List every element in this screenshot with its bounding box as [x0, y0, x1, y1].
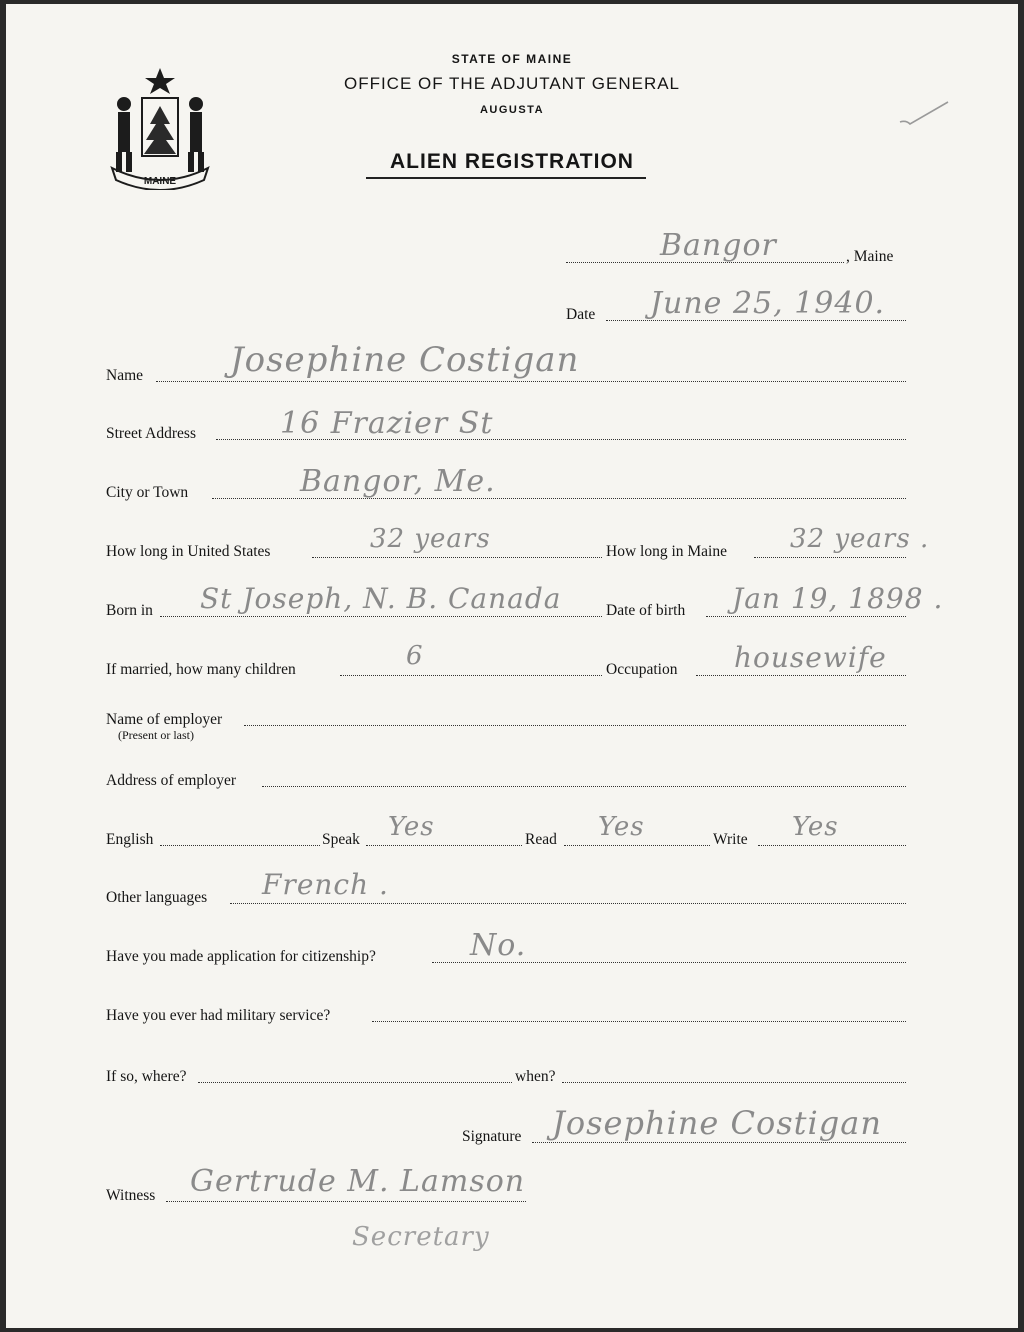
dob-label: Date of birth — [606, 602, 686, 619]
us-years-line — [312, 557, 602, 558]
write-value[interactable]: Yes — [792, 812, 839, 842]
check-mark-icon — [896, 96, 956, 136]
employer-address-line[interactable] — [262, 786, 906, 787]
citizenship-label: Have you made application for citizenship? — [106, 948, 376, 965]
name-label: Name — [106, 367, 144, 384]
children-value[interactable]: 6 — [406, 641, 424, 671]
occupation-value[interactable]: housewife — [734, 641, 887, 674]
us-years-label: How long in United States — [106, 543, 271, 560]
city-value[interactable]: Bangor, Me. — [300, 464, 496, 499]
seal-text: MAINE — [143, 176, 177, 187]
title-underline — [366, 177, 646, 179]
witness-value[interactable]: Gertrude M. Lamson — [190, 1164, 526, 1199]
read-label: Read — [525, 831, 557, 848]
header-office: OFFICE OF THE ADJUTANT GENERAL — [343, 74, 681, 93]
speak-value[interactable]: Yes — [388, 812, 435, 842]
english-line — [160, 845, 320, 846]
street-label: Street Address — [106, 425, 196, 442]
name-value[interactable]: Josephine Costigan — [230, 340, 580, 380]
witness-line — [166, 1201, 526, 1202]
place-value[interactable]: Bangor — [660, 228, 777, 263]
write-line — [758, 845, 906, 846]
born-label: Born in — [106, 602, 153, 619]
military-label: Have you ever had military service? — [106, 1007, 331, 1024]
employer-address-label: Address of employer — [106, 772, 236, 789]
other-languages-value[interactable]: French . — [262, 868, 389, 901]
maine-years-line — [754, 557, 906, 558]
name-line — [156, 381, 906, 382]
employer-line[interactable] — [244, 725, 906, 726]
page-title: ALIEN REGISTRATION — [390, 150, 634, 173]
city-label: City or Town — [106, 484, 189, 501]
date-label: Date — [566, 306, 596, 323]
witness-label: Witness — [106, 1187, 156, 1204]
employer-sublabel: (Present or last) — [118, 728, 194, 742]
street-value[interactable]: 16 Frazier St — [280, 406, 494, 441]
children-line — [340, 675, 602, 676]
read-value[interactable]: Yes — [598, 812, 645, 842]
when-line[interactable] — [562, 1082, 906, 1083]
children-label: If married, how many children — [106, 661, 296, 678]
write-label: Write — [713, 831, 748, 848]
english-label: English — [106, 831, 154, 848]
born-line — [160, 616, 602, 617]
signature-value[interactable]: Josephine Costigan — [552, 1104, 882, 1142]
speak-line — [366, 845, 522, 846]
header-state: STATE OF MAINE — [451, 52, 573, 66]
other-languages-label: Other languages — [106, 889, 208, 906]
employer-label: Name of employer — [106, 711, 223, 728]
occupation-label: Occupation — [606, 661, 678, 678]
maine-years-label: How long in Maine — [606, 543, 727, 560]
where-label: If so, where? — [106, 1068, 187, 1085]
military-line[interactable] — [372, 1021, 906, 1022]
us-years-value[interactable]: 32 years — [370, 524, 491, 554]
when-label: when? — [515, 1068, 556, 1085]
where-line[interactable] — [198, 1082, 512, 1083]
dob-line — [706, 616, 906, 617]
born-value[interactable]: St Joseph, N. B. Canada — [200, 582, 562, 615]
speak-label: Speak — [322, 831, 360, 848]
place-suffix: , Maine — [846, 248, 894, 265]
date-value[interactable]: June 25, 1940. — [650, 286, 886, 321]
dob-value[interactable]: Jan 19, 1898 . — [732, 582, 944, 615]
witness-title: Secretary — [352, 1222, 490, 1252]
read-line — [564, 845, 710, 846]
occupation-line — [696, 675, 906, 676]
signature-line — [532, 1142, 906, 1143]
maine-years-value[interactable]: 32 years . — [790, 524, 930, 554]
citizenship-value[interactable]: No. — [470, 928, 527, 963]
header-city: AUGUSTA — [479, 104, 545, 116]
other-languages-line — [230, 903, 906, 904]
signature-label: Signature — [462, 1128, 522, 1145]
